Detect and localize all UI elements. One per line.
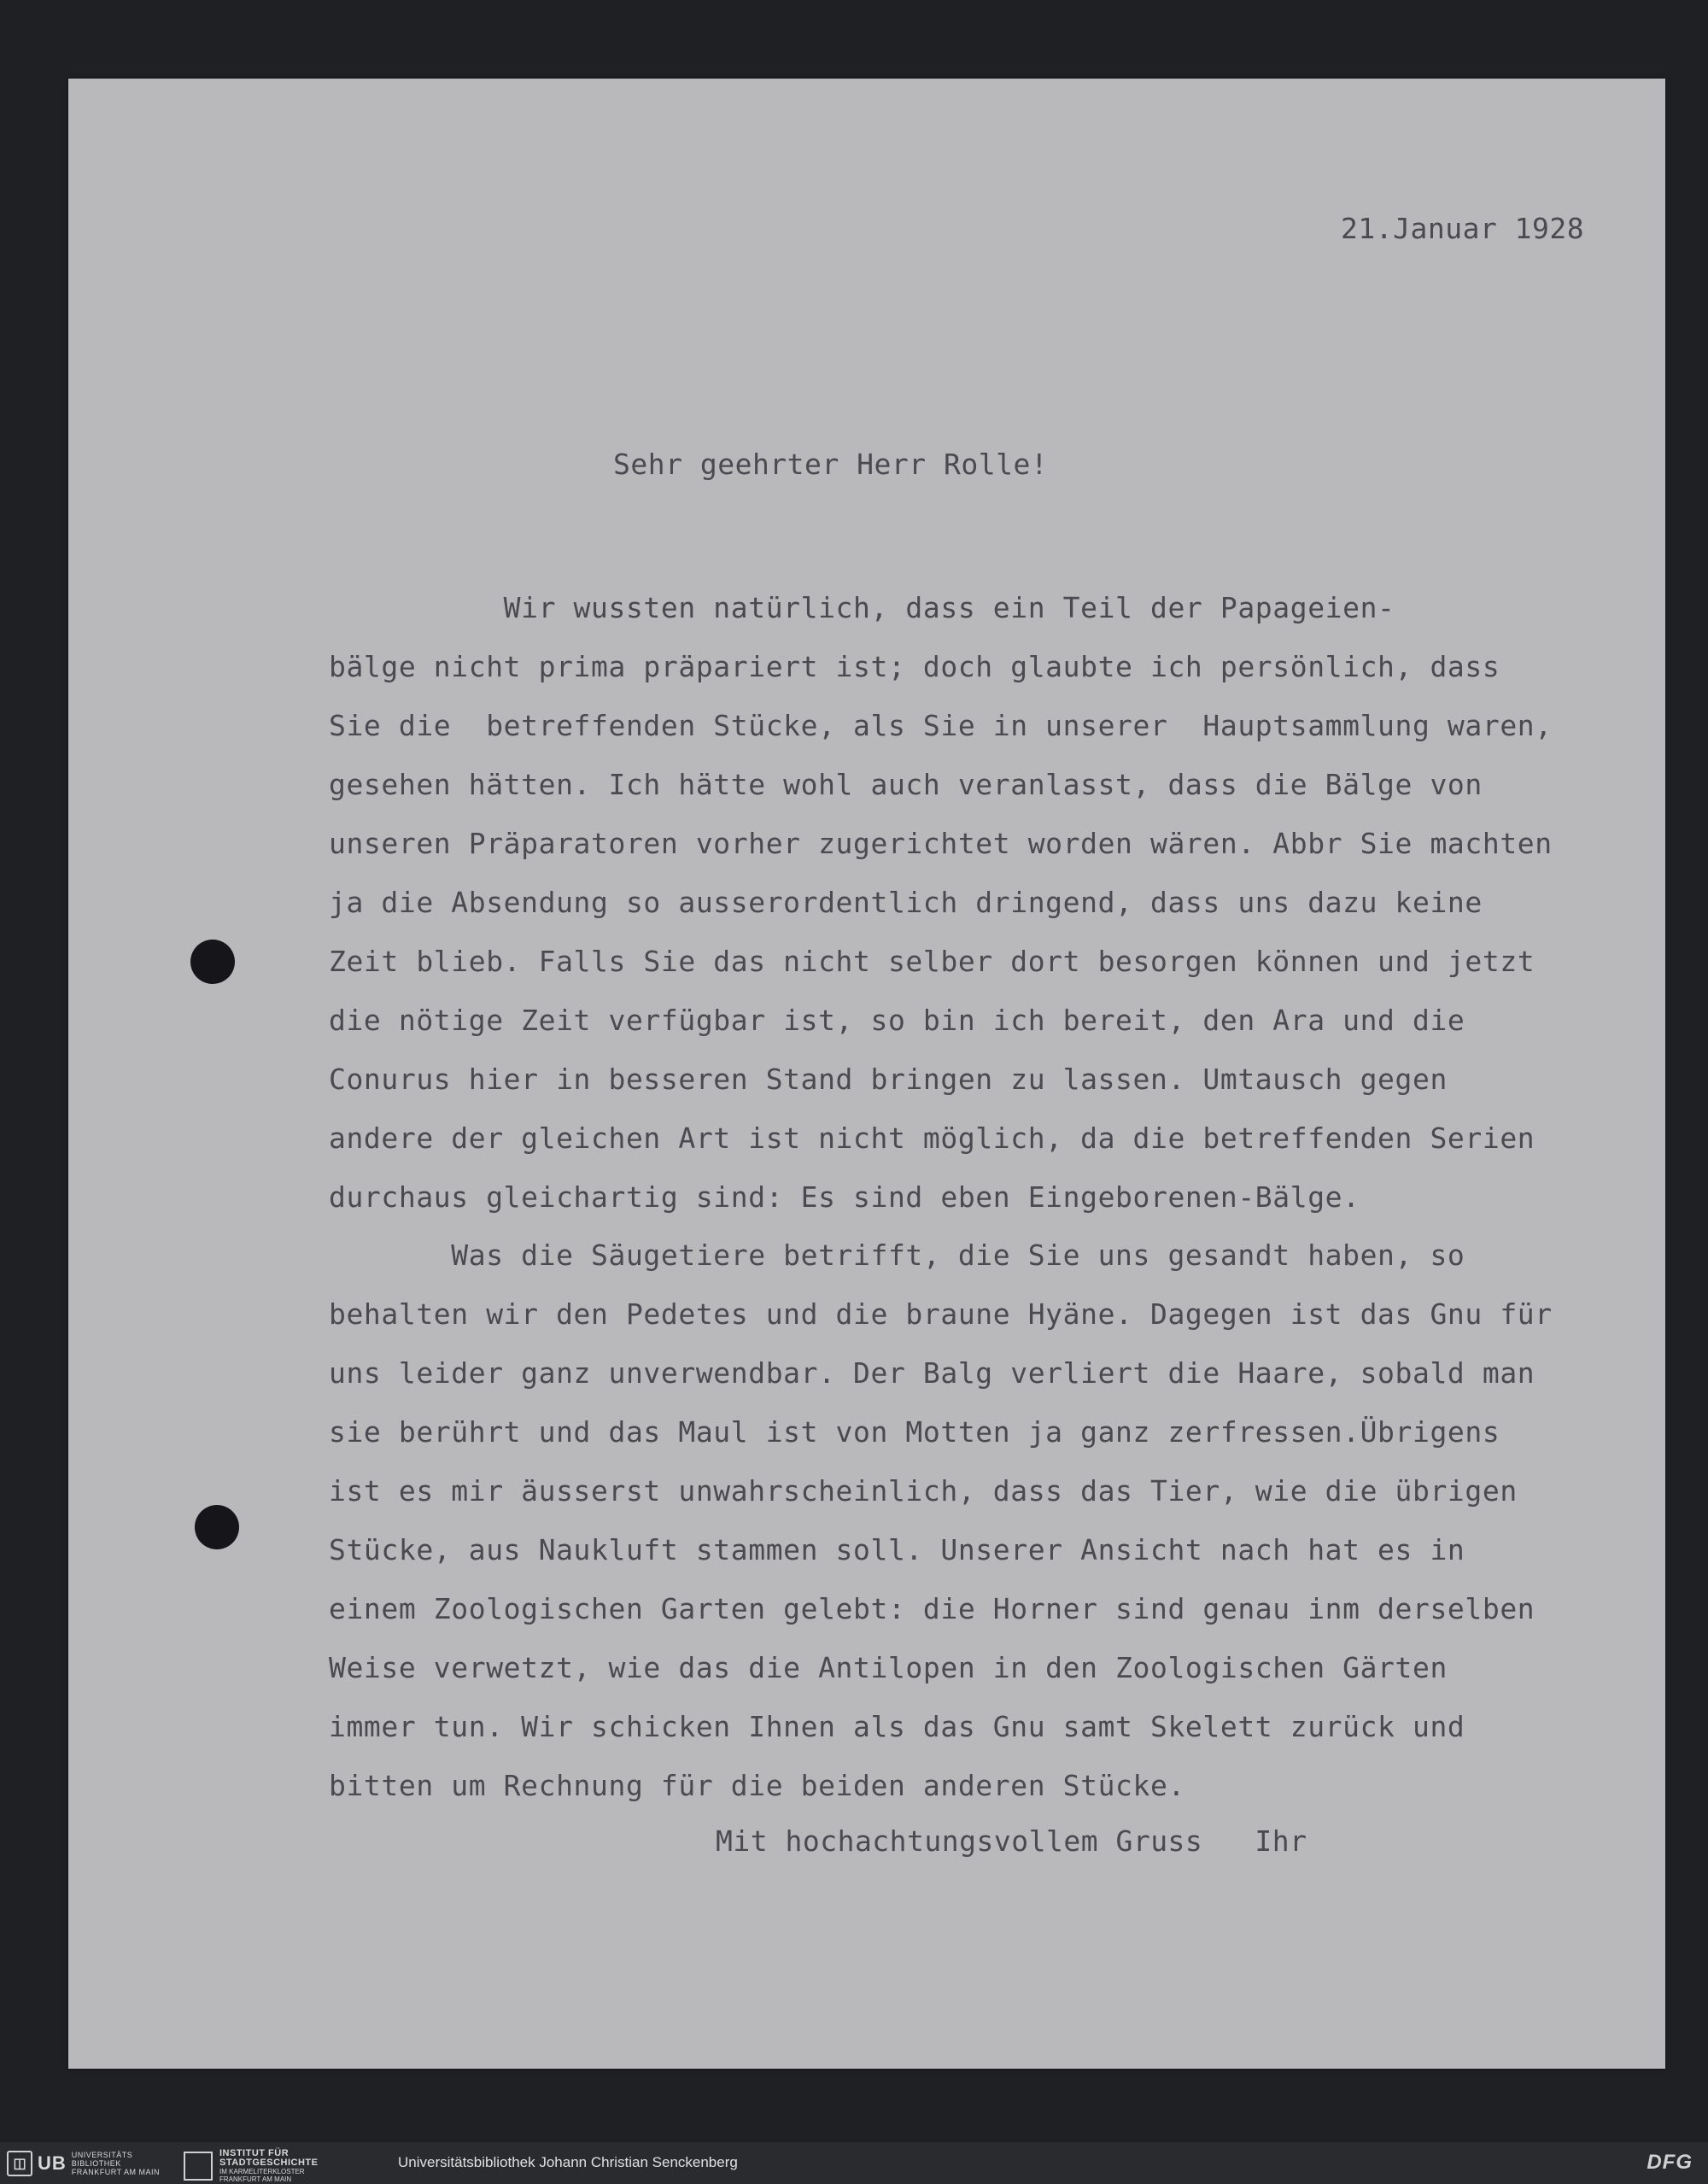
body-line: uns leider ganz unverwendbar. Der Balg verliert die Haare, sobald man [329, 1356, 1535, 1390]
body-line: einem Zoologischen Garten gelebt: die Horner sind genau inm derselben [329, 1592, 1535, 1625]
body-line: unseren Präparatoren vorher zugerichtet worden wären. Abbr Sie machten [329, 827, 1553, 860]
punch-hole [195, 1505, 239, 1549]
ub-logo-text: UB [38, 2152, 67, 2174]
body-line: durchaus gleichartig sind: Es sind eben Eingeborenen-Bälge. [329, 1180, 1360, 1214]
letter-date: 21.Januar 1928 [1341, 212, 1585, 245]
body-line: bälge nicht prima präpariert ist; doch glaubte ich persönlich, dass [329, 650, 1500, 683]
body-line: immer tun. Wir schicken Ihnen als das Gnu samt Skelett zurück und [329, 1710, 1465, 1743]
letter-closing: Mit hochachtungsvollem Gruss Ihr [716, 1824, 1307, 1858]
letter-salutation: Sehr geehrter Herr Rolle! [613, 448, 1049, 481]
ub-logo-subtitle: UNIVERSITÄTS BIBLIOTHEK FRANKFURT AM MAIN [71, 2151, 160, 2176]
body-line: Weise verwetzt, wie das die Antilopen in den Zoologischen Gärten [329, 1651, 1448, 1684]
body-line: bitten um Rechnung für die beiden anderen Stücke. [329, 1769, 1185, 1802]
body-line: Conurus hier in besseren Stand bringen zu lassen. Umtausch gegen [329, 1063, 1448, 1096]
body-line: Wir wussten natürlich, dass ein Teil der Papageien- [329, 591, 1395, 624]
isg-emblem-icon [184, 2152, 213, 2181]
library-name[interactable]: Universitätsbibliothek Johann Christian Senckenberg [398, 2154, 738, 2170]
body-line: Zeit blieb. Falls Sie das nicht selber dort besorgen können und jetzt [329, 945, 1535, 978]
isg-logo-text: INSTITUT FÜR STADTGESCHICHTE IM KARMELITERKLOSTER FRANKFURT AM MAIN [219, 2148, 319, 2183]
punch-hole [190, 940, 235, 984]
body-line: sie berührt und das Maul ist von Motten ja ganz zerfressen.Übrigens [329, 1415, 1500, 1449]
body-line: gesehen hätten. Ich hätte wohl auch veranlasst, dass die Bälge von [329, 768, 1483, 801]
footer-bar [0, 2142, 1708, 2184]
body-line: Stücke, aus Naukluft stammen soll. Unserer Ansicht nach hat es in [329, 1533, 1465, 1566]
body-line: Was die Säugetiere betrifft, die Sie uns gesandt haben, so [329, 1238, 1465, 1272]
body-line: ja die Absendung so ausserordentlich dringend, dass uns dazu keine [329, 886, 1483, 919]
isg-logo[interactable] [184, 2149, 318, 2183]
body-line: behalten wir den Pedetes und die braune Hyäne. Dagegen ist das Gnu für [329, 1297, 1553, 1331]
body-line: ist es mir äusserst unwahrscheinlich, dass das Tier, wie die übrigen [329, 1474, 1518, 1508]
ub-logo[interactable] [7, 2151, 160, 2176]
body-line: andere der gleichen Art ist nicht möglich, da die betreffenden Serien [329, 1121, 1535, 1155]
dfg-logo[interactable]: DFG [1647, 2151, 1693, 2174]
body-line: die nötige Zeit verfügbar ist, so bin ich bereit, den Ara und die [329, 1004, 1465, 1037]
ub-emblem-icon: ◫ [7, 2151, 32, 2176]
body-line: Sie die betreffenden Stücke, als Sie in unserer Hauptsammlung waren, [329, 709, 1553, 742]
